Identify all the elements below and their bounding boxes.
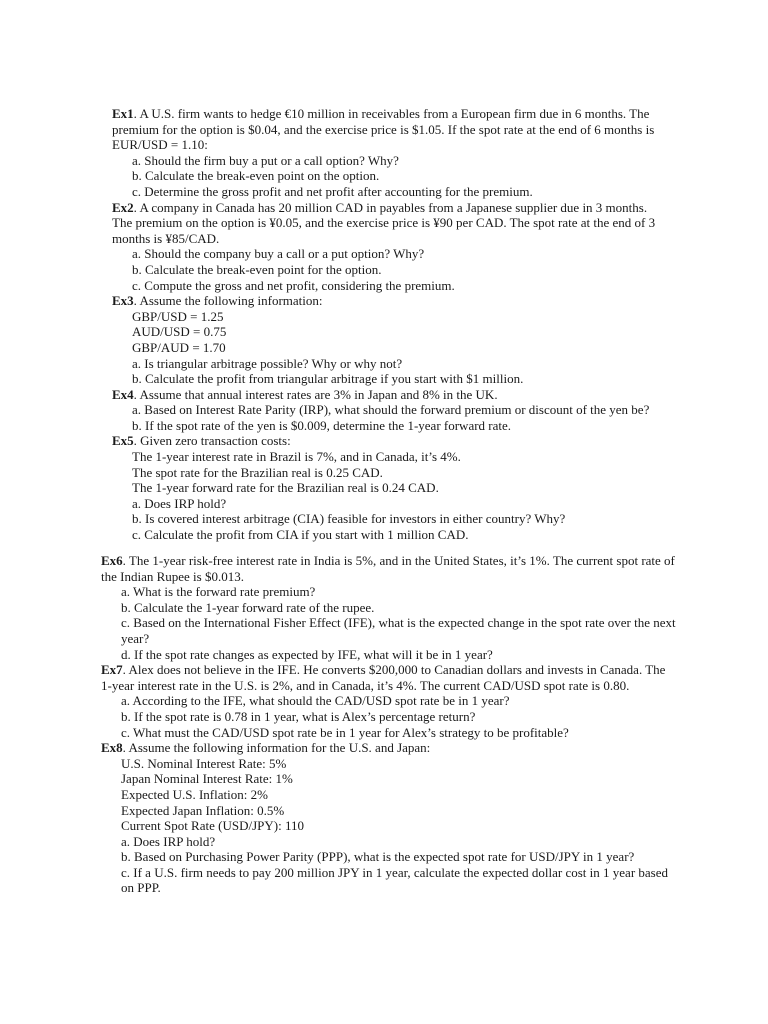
ex1-intro (112, 106, 660, 153)
ex8-given: Current Spot Rate (USD/JPY): 110 (121, 818, 304, 834)
ex3-text: . Assume the following information: (133, 293, 323, 309)
ex8-text: . Assume the following information for the U.S. and Japan: (122, 740, 431, 756)
ex7-label: Ex7 (101, 662, 123, 678)
ex4-label: Ex4 (112, 386, 134, 402)
ex8-given: Japan Nominal Interest Rate: 1% (121, 771, 293, 787)
ex3-given: AUD/USD = 0.75 (132, 324, 227, 340)
ex4-item: a. Based on Interest Rate Parity (IRP), what should the forward premium or discount of the yen be? (132, 402, 650, 418)
ex8-given: U.S. Nominal Interest Rate: 5% (121, 755, 287, 771)
ex5-item: b. Is covered interest arbitrage (CIA) feasible for investors in either country? Why? (132, 511, 566, 527)
ex1-item: b. Calculate the break-even point on the option. (132, 168, 380, 184)
ex2-item: a. Should the company buy a call or a put option? Why? (132, 246, 425, 262)
ex3-item: b. Calculate the profit from triangular arbitrage if you start with $1 million. (132, 371, 524, 387)
ex5-given: The 1-year forward rate for the Brazilian real is 0.24 CAD. (132, 480, 439, 496)
ex6-item: b. Calculate the 1-year forward rate of the rupee. (121, 599, 375, 615)
ex8-item: c. If a U.S. firm needs to pay 200 million JPY in 1 year, calculate the expected dollar cost in 1 year based on PPP. (121, 864, 668, 896)
ex3-intro (112, 293, 660, 309)
exercise-block-1 (112, 106, 660, 543)
ex1-item: c. Determine the gross profit and net profit after accounting for the premium. (132, 183, 533, 199)
ex6-item: d. If the spot rate changes as expected by IFE, what will it be in 1 year? (121, 646, 493, 662)
ex6-item: c. Based on the International Fisher Effect (IFE), what is the expected change in the spot rate over the next year? (121, 615, 676, 646)
ex5-given: The spot rate for the Brazilian real is 0.25 CAD. (132, 464, 383, 480)
ex5-intro (112, 433, 660, 449)
ex8-label: Ex8 (101, 740, 123, 756)
ex8-item: a. Does IRP hold? (121, 833, 216, 849)
exercise-block-2 (101, 553, 676, 896)
ex3-given: GBP/AUD = 1.70 (132, 339, 226, 355)
ex8-given: Expected U.S. Inflation: 2% (121, 786, 268, 802)
ex8-item: b. Based on Purchasing Power Parity (PPP), what is the expected spot rate for USD/JPY in 1 year? (121, 849, 635, 865)
ex2-intro (112, 200, 660, 247)
ex2-item: c. Compute the gross and net profit, considering the premium. (132, 277, 455, 293)
ex7-text: . Alex does not believe in the IFE. He converts $200,000 to Canadian dollars and invests in Canada. The 1-year interest rate in the U.S. is 2%, and in Canada, it’s 4%. The current CAD/USD spot rate is 0.80. (101, 662, 666, 693)
ex5-text: . Given zero transaction costs: (133, 433, 291, 449)
ex6-intro (101, 553, 676, 584)
ex2-label: Ex2 (112, 199, 134, 215)
ex2-text: . A company in Canada has 20 million CAD in payables from a Japanese supplier due in 3 months. The premium on the option is ¥0.05, and the exercise price is ¥90 per CAD. The spot rate at the end of 3 months is ¥85/CAD. (112, 199, 656, 246)
ex5-item: a. Does IRP hold? (132, 495, 227, 511)
ex3-label: Ex3 (112, 293, 134, 309)
ex6-item: a. What is the forward rate premium? (121, 584, 316, 600)
ex7-item: c. What must the CAD/USD spot rate be in 1 year for Alex’s strategy to be profitable? (121, 724, 569, 740)
ex3-item: a. Is triangular arbitrage possible? Why or why not? (132, 355, 403, 371)
ex1-text: . A U.S. firm wants to hedge €10 million in receivables from a European firm due in 6 months. The premium for the option is $0.04, and the exercise price is $1.05. If the spot rate at the end of 6 months is EUR/USD = 1.10: (112, 106, 655, 153)
ex6-text: . The 1-year risk-free interest rate in India is 5%, and in the United States, it’s 1%. The current spot rate of the Indian Rupee is $0.013. (101, 553, 675, 584)
ex7-intro (101, 662, 676, 693)
ex7-item: a. According to the IFE, what should the CAD/USD spot rate be in 1 year? (121, 693, 510, 709)
ex2-item: b. Calculate the break-even point for the option. (132, 261, 382, 277)
ex5-item: c. Calculate the profit from CIA if you start with 1 million CAD. (132, 527, 469, 543)
ex4-intro (112, 387, 660, 403)
ex6-label: Ex6 (101, 553, 123, 568)
ex4-item: b. If the spot rate of the yen is $0.009, determine the 1-year forward rate. (132, 417, 512, 433)
ex1-label: Ex1 (112, 106, 134, 121)
ex5-given: The 1-year interest rate in Brazil is 7%, and in Canada, it’s 4%. (132, 449, 461, 465)
ex4-text: . Assume that annual interest rates are 3% in Japan and 8% in the UK. (133, 386, 498, 402)
ex7-item: b. If the spot rate is 0.78 in 1 year, what is Alex’s percentage return? (121, 708, 476, 724)
ex5-label: Ex5 (112, 433, 134, 449)
ex8-given: Expected Japan Inflation: 0.5% (121, 802, 285, 818)
ex3-given: GBP/USD = 1.25 (132, 308, 224, 324)
ex8-intro (101, 740, 676, 756)
ex1-item: a. Should the firm buy a put or a call option? Why? (132, 152, 399, 168)
